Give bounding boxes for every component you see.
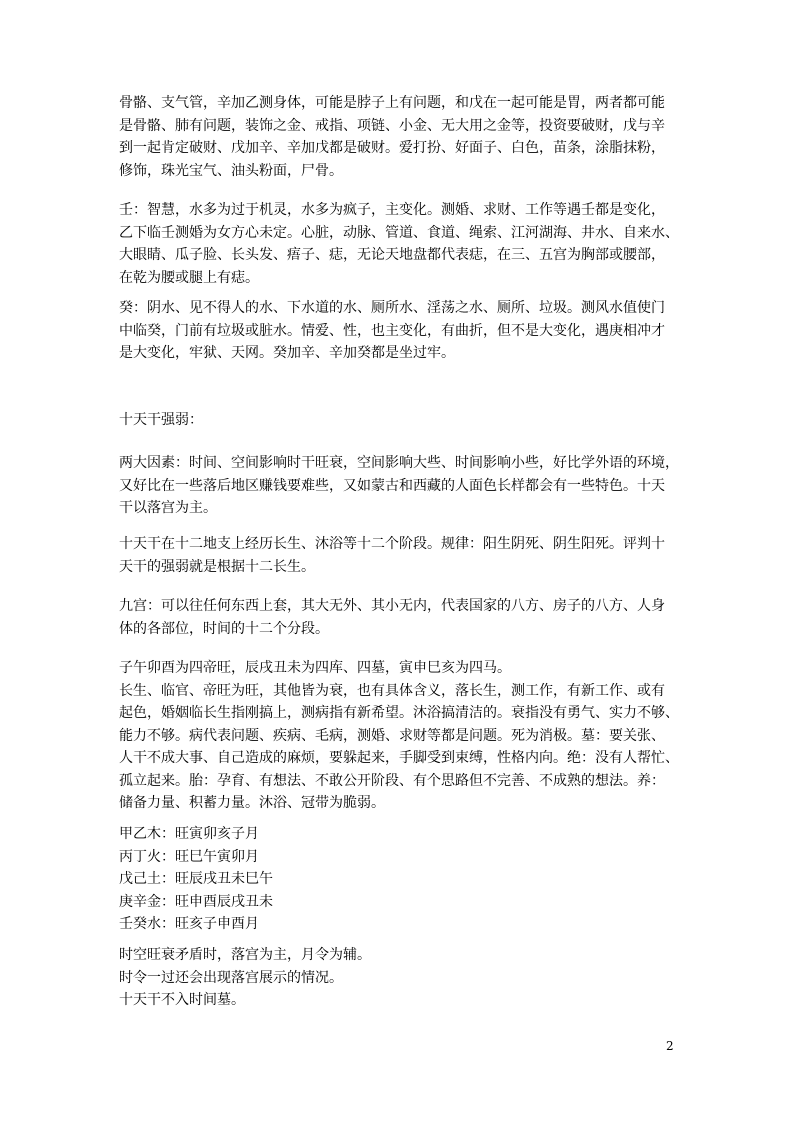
text-line: 子午卯酉为四帝旺，辰戌丑未为四库、四墓，寅申巳亥为四马。	[119, 660, 511, 676]
list-item: 庚辛金：旺申酉辰戌丑未	[119, 893, 273, 910]
text-line: 壬：智慧，水多为过于机灵，水多为疯子，主变化。测婚、求财、工作等遇壬都是变化，	[119, 202, 665, 218]
paragraph-ren-water	[119, 199, 679, 289]
text-line: 在乾为腰或腿上有痣。	[119, 269, 259, 286]
paragraph-gui-water	[119, 297, 679, 365]
list-item: 壬癸水：旺亥子申酉月	[119, 916, 259, 932]
text-line: 两大因素：时间、空间影响时干旺衰，空间影响大些、时间影响小些，好比学外语的环境，	[119, 455, 679, 471]
paragraph-xin-metal	[119, 92, 679, 182]
text-line: 人干不成大事、自己造成的麻烦，要躲起来，手脚受到束缚，性格内向。绝：没有人帮忙、	[119, 750, 679, 766]
text-line: 起色，婚姻临长生指刚搞上，测病指有新希望。沐浴搞清洁的。衰指没有勇气、实力不够、	[119, 705, 679, 721]
text-line: 九宫：可以往任何东西上套，其大无外、其小无内，代表国家的八方、房子的八方、人身	[119, 598, 665, 614]
section-heading-stem-strength	[119, 409, 679, 432]
text-line: 乙下临壬测婚为女方心未定。心脏，动脉、管道、食道、绳索、江河湖海、井水、自来水、	[119, 224, 679, 241]
paragraph-four-cardinal	[119, 657, 679, 815]
text-line: 孤立起来。胎：孕育、有想法、不敢公开阶段、有个思路但不完善、不成熟的想法。养：	[119, 772, 665, 789]
text-line: 中临癸，门前有垃圾或脏水。情爱、性，也主变化，有曲折，但不是大变化，遇庚相冲才	[119, 322, 665, 339]
paragraph-nine-palaces	[119, 595, 679, 640]
text-line: 时空旺衰矛盾时，落宫为主，月令为辅。	[119, 947, 371, 963]
text-line: 体的各部位，时间的十二个分段。	[119, 620, 329, 637]
text-line: 能力不够。病代表问题、疾病、毛病，测婚、求财等都是问题。死为消极。墓：要关张、	[119, 727, 665, 744]
text-line: 储备力量、积蓄力量。沐浴、冠带为脆弱。	[119, 795, 385, 811]
text-line: 是大变化，牢狱、天网。癸加辛、辛加癸都是坐过牢。	[119, 345, 455, 361]
text-line: 到一起肯定破财、戊加辛、辛加戊都是破财。爱打扮、好面子、白色，苗条，涂脂抹粉，	[119, 140, 665, 156]
text-line: 十天干不入时间墓。	[119, 992, 245, 1008]
list-item: 甲乙木：旺寅卯亥子月	[119, 826, 259, 842]
text-line: 修饰，珠光宝气、油头粉面，尸骨。	[119, 162, 343, 179]
text-line: 十天干强弱：	[119, 412, 203, 428]
text-line: 是骨骼、肺有问题，装饰之金、戒指、项链、小金、无大用之金等，投资要破财，戊与辛	[119, 117, 665, 134]
text-line: 又好比在一些落后地区赚钱要难些，又如蒙古和西藏的人面色长样都会有一些特色。十天	[119, 477, 665, 494]
page-number: 2	[666, 1039, 674, 1053]
paragraph-two-factors	[119, 452, 679, 520]
text-line: 癸：阴水、见不得人的水、下水道的水、厕所水、淫荡之水、厕所、垃圾。测风水值使门	[119, 300, 665, 316]
list-item: 丙丁火：旺巳午寅卯月	[119, 848, 259, 865]
text-line: 十天干在十二地支上经历长生、沐浴等十二个阶段。规律：阳生阴死、阴生阳死。评判十	[119, 536, 665, 552]
text-line: 大眼睛、瓜子脸、长头发、痦子、痣，无论天地盘都代表痣，在三、五宫为胸部或腰部，	[119, 247, 665, 263]
text-line: 时令一过还会出现落宫展示的情况。	[119, 969, 343, 986]
list-element-months	[119, 823, 679, 936]
paragraph-twelve-stages	[119, 533, 679, 578]
text-line: 天干的强弱就是根据十二长生。	[119, 558, 315, 575]
list-item: 戊己土：旺辰戌丑未巳午	[119, 871, 273, 887]
text-line: 长生、临官、帝旺为旺，其他皆为衰，也有具体含义，落长生，测工作，有新工作、或有	[119, 682, 665, 699]
paragraph-conclusions	[119, 944, 679, 1012]
text-line: 干以落宫为主。	[119, 500, 217, 516]
text-line: 骨骼、支气管，辛加乙测身体，可能是脖子上有问题，和戊在一起可能是胃，两者都可能	[119, 95, 665, 111]
